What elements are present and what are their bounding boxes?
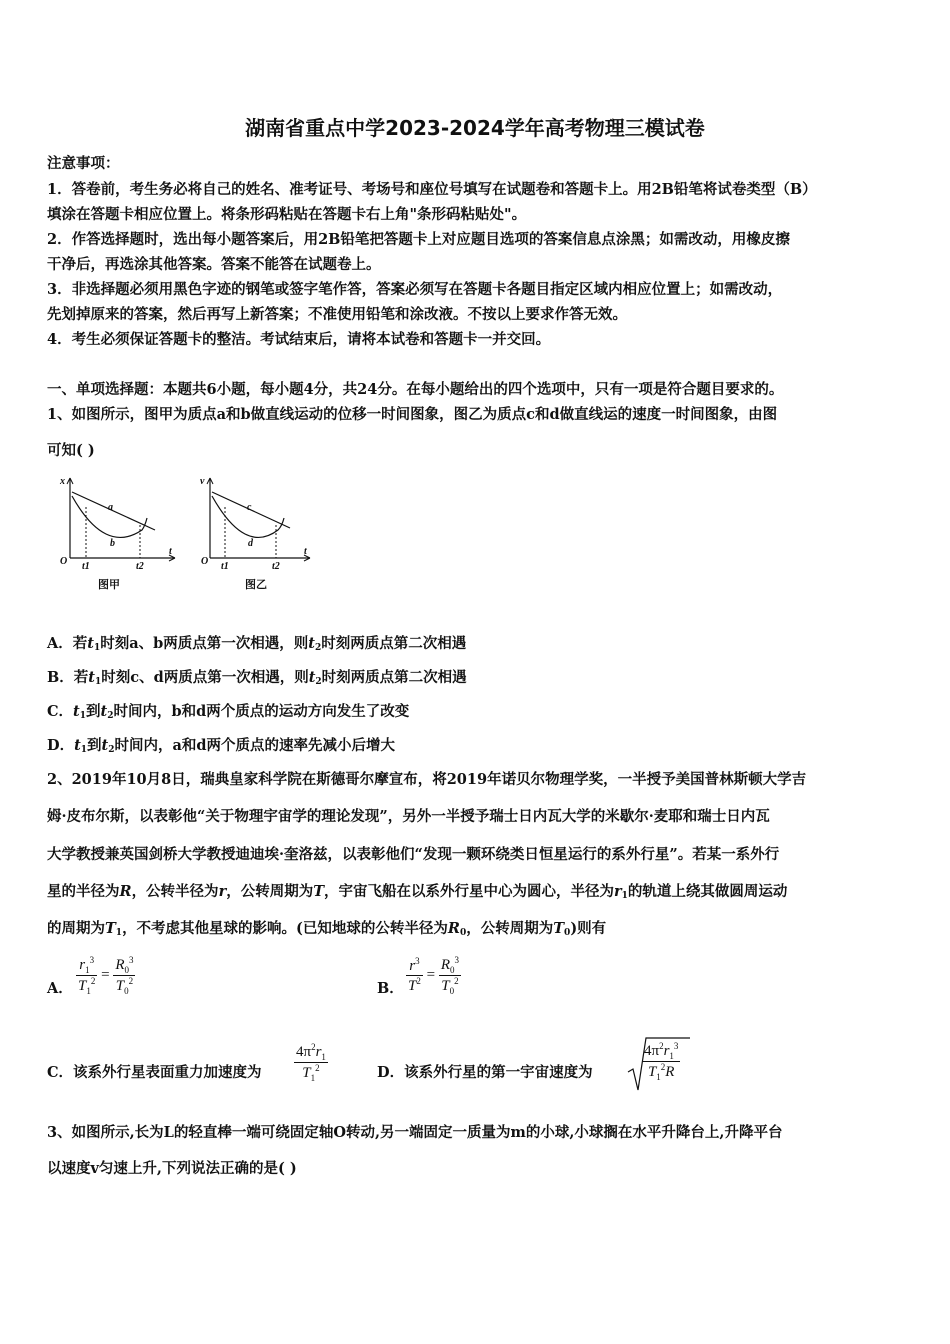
question-2-line: 大学教授兼英国剑桥大学教授迪迪埃·奎洛兹，以表彰他们“发现一颗环绕类日恒星运行的系外行星”。若某一系外行	[47, 846, 780, 863]
page-title: 湖南省重点中学2023-2024学年高考物理三模试卷	[245, 116, 705, 140]
notice-line: 先划掉原来的答案，然后再写上新答案；不准使用铅笔和涂改液。不按以上要求作答无效。	[47, 306, 627, 323]
option-d[interactable]: D．$t_1$到$t_2$时间内，a和d两个质点的速率先减小后增大	[47, 737, 396, 755]
figure-caption: 图乙	[245, 579, 267, 591]
notice-line: 4．考生必须保证答题卡的整洁。考试结束后，请将本试卷和答题卡一并交回。	[47, 331, 551, 348]
axis-label: t	[169, 546, 172, 557]
curve-label: d	[248, 538, 253, 549]
notice-line: 3．非选择题必须用黑色字迹的钢笔或签字笔作答，答案必须写在答题卡各题目指定区域内相应位置上；如需改动，	[47, 281, 783, 298]
figure-caption: 图甲	[98, 579, 120, 591]
notice-line: 干净后，再选涂其他答案。答案不能答在试题卷上。	[47, 256, 381, 273]
notice-heading: 注意事项：	[47, 155, 120, 172]
tick-label: t2	[136, 561, 144, 572]
origin-label: O	[201, 556, 209, 567]
option-b[interactable]: B．若$t_1$时刻c、d两质点第一次相遇，则$t_2$时刻两质点第二次相遇	[47, 669, 467, 687]
option-b[interactable]: B．	[377, 980, 404, 997]
option-a[interactable]: A．若$t_1$时刻a、b两质点第一次相遇，则$t_2$时刻两质点第二次相遇	[47, 635, 467, 653]
option-c[interactable]: C．$t_1$到$t_2$时间内，b和d两个质点的运动方向发生了改变	[47, 703, 410, 721]
question-2-line: 2、2019年10月8日，瑞典皇家科学院在斯德哥尔摩宣布，将2019年诺贝尔物理学奖，一半授予美国普林斯顿大学吉	[47, 771, 807, 788]
notice-line: 2．作答选择题时，选出每小题答案后，用2B铅笔把答题卡上对应题目选项的答案信息点涂黑；如需改动，用橡皮擦	[47, 231, 790, 248]
formula-c: $\frac{4\pi^2r_1}{T_1^2}$	[296, 1042, 326, 1083]
origin-label: O	[60, 556, 68, 567]
tick-label: t2	[272, 561, 280, 572]
curve-label: b	[110, 538, 115, 549]
section-heading: 一、单项选择题：本题共6小题，每小题4分，共24分。在每小题给出的四个选项中，只有一项是符合题目要求的。	[47, 381, 784, 398]
curve-label: a	[108, 502, 113, 513]
question-2-line: 星的半径为R，公转半径为r，公转周期为T，宇宙飞船在以系外行星中心为圆心，半径为$r_1$的轨道上绕其做圆周运动	[47, 883, 788, 901]
curve-label: c	[247, 502, 252, 513]
question-2-line: 姆·皮布尔斯，以表彰他“关于物理宇宙学的理论发现”，另外一半授予瑞士日内瓦大学的米歇尔·麦耶和瑞士日内瓦	[47, 808, 770, 825]
axis-label: t	[304, 546, 307, 557]
axis-label: v	[200, 476, 205, 487]
formula-b: $\frac{r^3}{T^2}$ = $\frac{R_0^3}{T_0^2}$	[408, 955, 459, 996]
option-d[interactable]: D．该系外行星的第一宇宙速度为	[377, 1064, 593, 1081]
motion-graphs-figure	[50, 470, 320, 600]
tick-label: t1	[221, 561, 229, 572]
line-a	[72, 492, 155, 530]
notice-line: 1．答卷前，考生务必将自己的姓名、准考证号、考场号和座位号填写在试题卷和答题卡上。用2B铅笔将试卷类型（B）	[47, 181, 817, 198]
question-1-stem-end: 可知( )	[47, 442, 95, 459]
graph-yi	[200, 476, 310, 591]
axis-label: x	[60, 476, 65, 487]
tick-label: t1	[82, 561, 90, 572]
question-1-stem: 1、如图所示，图甲为质点a和b做直线运动的位移一时间图象，图乙为质点c和d做直线运的速度一时间图象，由图	[47, 406, 778, 423]
notice-line: 填涂在答题卡相应位置上。将条形码粘贴在答题卡右上角"条形码粘贴处"。	[47, 206, 527, 223]
option-a[interactable]: A．	[47, 980, 73, 997]
option-c[interactable]: C．该系外行星表面重力加速度为	[47, 1064, 262, 1081]
formula-a: $\frac{r_1^3}{T_1^2}$ = $\frac{R_0^3}{T_0^2}$	[78, 955, 134, 996]
graph-jia	[59, 476, 175, 591]
question-3-line: 以速度v匀速上升,下列说法正确的是( )	[47, 1160, 297, 1177]
question-2-line: 的周期为$T_1$，不考虑其他星球的影响。(已知地球的公转半径为$R_0$，公转周期为$T_0$)则有	[47, 920, 607, 938]
formula-d: $\frac{4\pi^2r_1^3}{T_1^2R}$	[644, 1041, 679, 1082]
question-3-line: 3、如图所示,长为L的轻直棒一端可绕固定轴O转动,另一端固定一质量为m的小球,小球搁在水平升降台上,升降平台	[47, 1124, 783, 1141]
